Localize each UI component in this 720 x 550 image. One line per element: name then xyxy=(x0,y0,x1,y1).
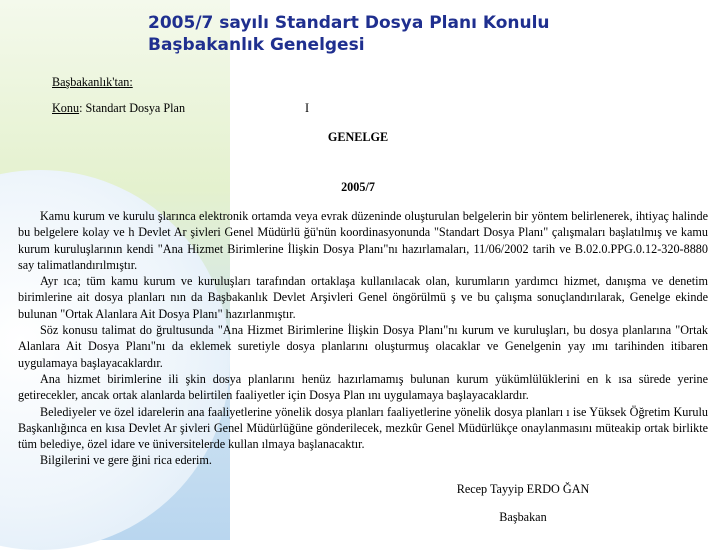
paragraph-4: Ana hizmet birimlerine ili şkin dosya planlarını henüz hazırlamamış bulunan kurum yükümlülüklerini en k ısa sürede yerine getirecekler, ancak ortak alanlarda belirtilen faaliyetler için Dosya Plan ını uygulamaya başlayacaklardır. xyxy=(18,371,708,403)
paragraph-3: Söz konusu talimat do ğrultusunda "Ana Hizmet Birimlerine İlişkin Dosya Planı"nı kurum ve kuruluşları, bu dosya planlarına "Ortak Alanlara Ait Dosya Planı"nı da eklemek suretiyle dosya planlarını oluşturmuş olacaklar ve Genelgenin yay ımı tarihinden itibaren uygulamaya başlayacaklardır. xyxy=(18,323,708,370)
paragraph-2: Ayr ıca; tüm kamu kurum ve kuruluşları tarafından ortaklaşa kullanılacak olan, kurumların yardımcı hizmet, danışma ve denetim birimlerine ait dosya planları nın da Başbakanlık Devlet Arşivleri Genel öngörülmü ş ve bu çalışma sonuçlandırılarak, Genelge ekinde bulunan "Ortak Alanlara Ait Dosya Planı" hazırlanmıştır. xyxy=(18,274,708,321)
paragraph-1: Kamu kurum ve kurulu şlarınca elektronik ortamda veya evrak düzeninde oluşturulan belgelerin bir yöntem belirlenerek, ihtiyaç halinde bu belgelere kolay ve h Devlet Ar şivleri Genel Müdürlü ğü'nün koordinasyonunda "Standart Dosya Planı" çalışmaları başlatılmış ve kamu kurum kuruluşlarının kendi "Ana Hizmet Birimlerine İlişkin Dosya Planı"nı hazırlamaları, 11/06/2002 tarih ve B.02.0.PPG.0.12-320-8880 say talimatlandırılmıştır. xyxy=(18,208,708,272)
genelge-heading: GENELGE xyxy=(327,129,389,144)
from-label: Başbakanlık'tan: xyxy=(52,75,133,89)
subject-text: : Standart Dosya Plan xyxy=(79,101,186,116)
signer-name: Recep Tayyip ERDO ĞAN xyxy=(456,481,590,496)
slide-title-line-1: 2005/7 sayılı Standart Dosya Planı Konulu xyxy=(148,13,550,33)
subject-line xyxy=(52,100,708,116)
subject-label: Konu xyxy=(52,101,80,116)
paragraph-5: Belediyeler ve özel idarelerin ana faaliyetlerine yönelik dosya planları faaliyetlerine yönelik dosya planları ı ise Yüksek Öğretim Kurulu Başkanlığınca en kısa Devlet Ar şivleri Genel Müdürlüğüne gönderilecek, mezkûr Genel Müdürlükçe onaylanmasını müteakip ortak birlikte tüm belediye, özel idare ve üniversitelerde kullan ılmaya başlanacaktır. xyxy=(18,404,708,452)
slide-title-line-2: Başbakanlık Genelgesi xyxy=(148,35,365,55)
paragraph-6: Bilgilerini ve gere ğini rica ederim. xyxy=(40,453,212,468)
document-body xyxy=(18,74,708,538)
signer-title: Başbakan xyxy=(499,510,547,525)
slide-title xyxy=(148,12,708,56)
roman-mark: I xyxy=(305,101,310,116)
genelge-number: 2005/7 xyxy=(341,180,375,195)
